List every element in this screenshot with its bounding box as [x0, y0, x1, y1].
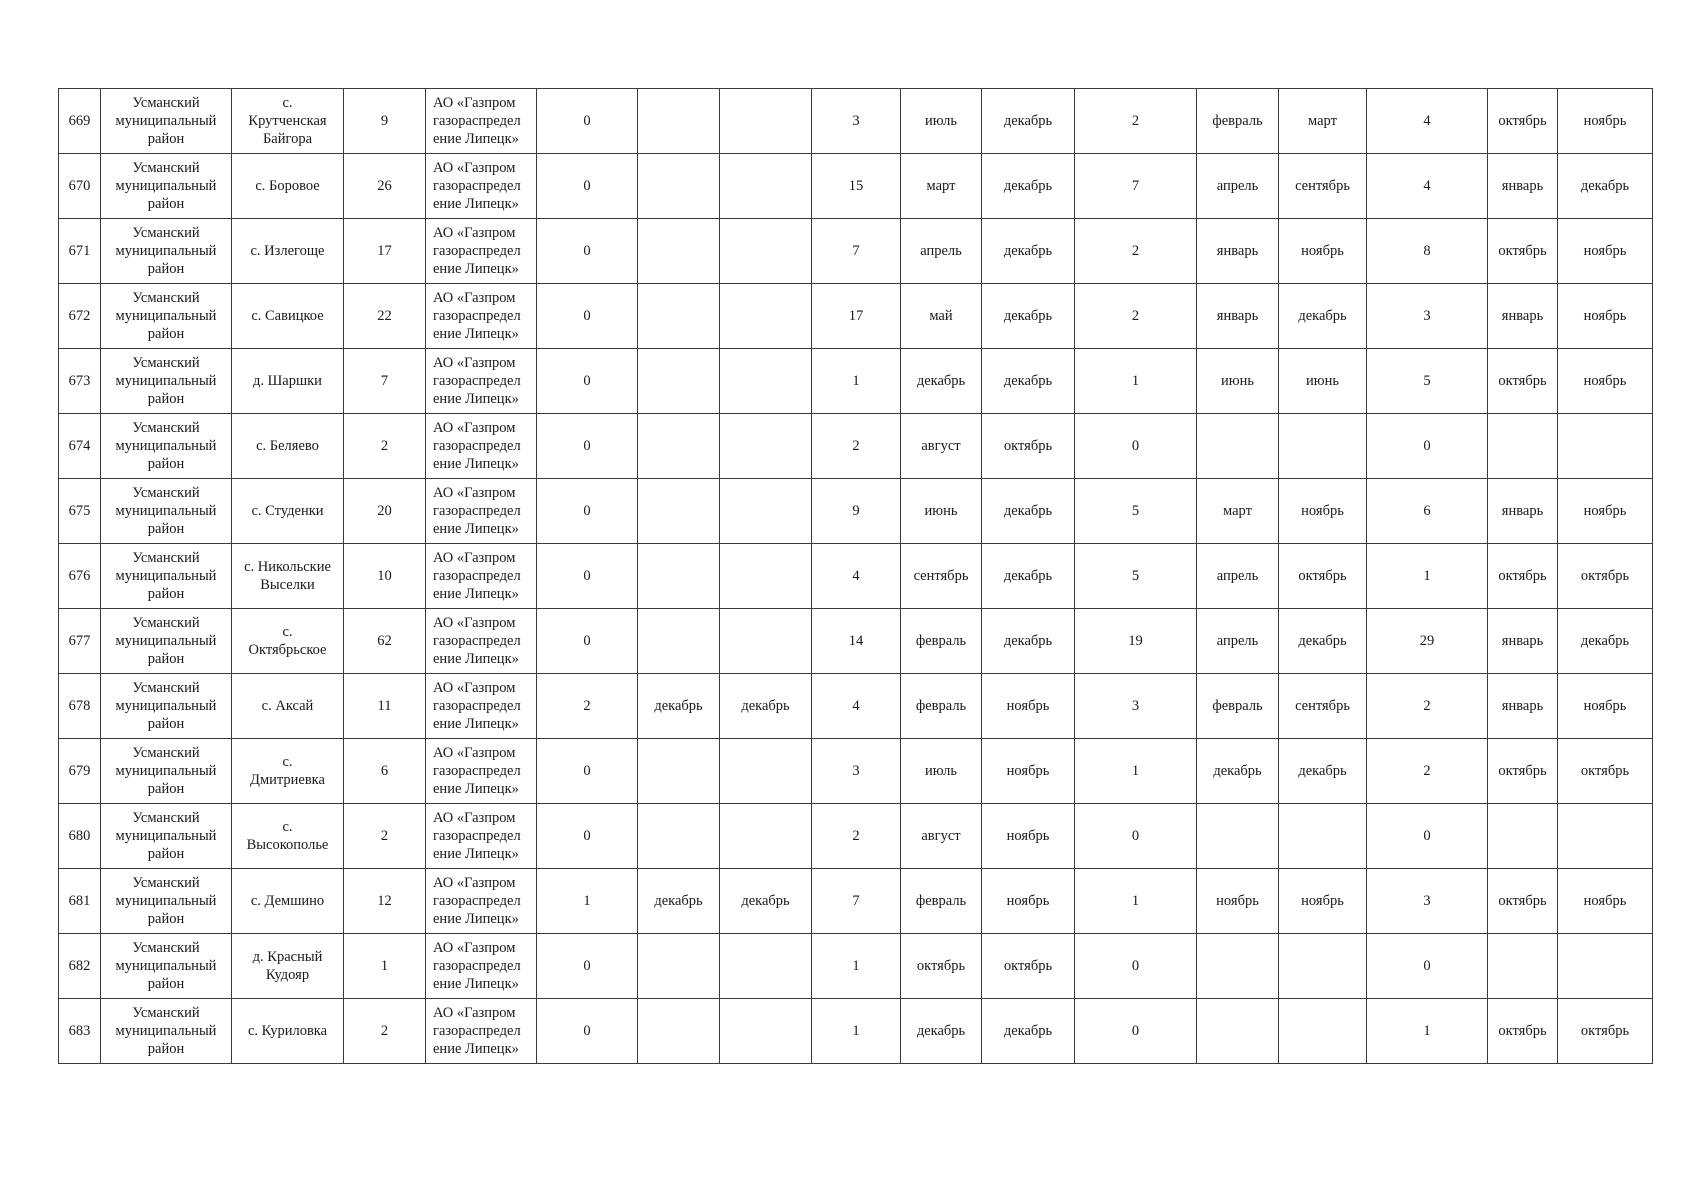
- stage4-count-cell: 2: [1367, 674, 1488, 739]
- stage1-start-month-cell: [638, 349, 720, 414]
- total-count-cell: 9: [344, 89, 426, 154]
- stage2-count-cell: 15: [812, 154, 901, 219]
- stage1-end-month-cell: [720, 479, 812, 544]
- stage2-end-month-cell: декабрь: [982, 999, 1075, 1064]
- stage2-count-cell: 9: [812, 479, 901, 544]
- stage3-end-month-cell: декабрь: [1279, 609, 1367, 674]
- stage3-start-month-cell: декабрь: [1197, 739, 1279, 804]
- stage3-start-month-cell: март: [1197, 479, 1279, 544]
- settlement-cell: д. Шаршки: [232, 349, 344, 414]
- stage2-start-month-cell: сентябрь: [901, 544, 982, 609]
- stage2-start-month-cell: март: [901, 154, 982, 219]
- stage2-count-cell: 14: [812, 609, 901, 674]
- district-cell: Усманский муниципальный район: [101, 609, 232, 674]
- stage1-count-cell: 0: [537, 349, 638, 414]
- stage1-end-month-cell: [720, 284, 812, 349]
- table-row: [59, 414, 1653, 479]
- stage3-count-cell: 3: [1075, 674, 1197, 739]
- stage1-count-cell: 0: [537, 609, 638, 674]
- stage3-end-month-cell: [1279, 414, 1367, 479]
- district-cell: Усманский муниципальный район: [101, 349, 232, 414]
- stage1-count-cell: 0: [537, 479, 638, 544]
- stage2-start-month-cell: декабрь: [901, 349, 982, 414]
- district-cell: Усманский муниципальный район: [101, 934, 232, 999]
- stage2-end-month-cell: декабрь: [982, 349, 1075, 414]
- stage3-start-month-cell: февраль: [1197, 89, 1279, 154]
- row-number-cell: 678: [59, 674, 101, 739]
- stage2-end-month-cell: декабрь: [982, 89, 1075, 154]
- stage3-start-month-cell: [1197, 804, 1279, 869]
- total-count-cell: 26: [344, 154, 426, 219]
- stage1-end-month-cell: [720, 414, 812, 479]
- stage2-end-month-cell: ноябрь: [982, 869, 1075, 934]
- stage2-end-month-cell: декабрь: [982, 154, 1075, 219]
- stage1-count-cell: 0: [537, 804, 638, 869]
- stage1-start-month-cell: декабрь: [638, 869, 720, 934]
- stage3-count-cell: 0: [1075, 934, 1197, 999]
- gasification-schedule-table: [58, 88, 1653, 1064]
- district-cell: Усманский муниципальный район: [101, 674, 232, 739]
- stage1-count-cell: 0: [537, 284, 638, 349]
- stage2-start-month-cell: июль: [901, 89, 982, 154]
- settlement-cell: с. Демшино: [232, 869, 344, 934]
- table-row: [59, 869, 1653, 934]
- stage4-start-month-cell: октябрь: [1488, 544, 1558, 609]
- settlement-cell: с. Излегоще: [232, 219, 344, 284]
- stage3-end-month-cell: ноябрь: [1279, 479, 1367, 544]
- stage4-count-cell: 1: [1367, 544, 1488, 609]
- row-number-cell: 671: [59, 219, 101, 284]
- settlement-cell: с. Крутченская Байгора: [232, 89, 344, 154]
- stage4-start-month-cell: январь: [1488, 284, 1558, 349]
- settlement-cell: с. Никольские Выселки: [232, 544, 344, 609]
- stage1-end-month-cell: декабрь: [720, 869, 812, 934]
- stage4-count-cell: 0: [1367, 804, 1488, 869]
- stage2-end-month-cell: ноябрь: [982, 804, 1075, 869]
- stage3-end-month-cell: декабрь: [1279, 284, 1367, 349]
- stage1-count-cell: 2: [537, 674, 638, 739]
- stage3-start-month-cell: [1197, 414, 1279, 479]
- district-cell: Усманский муниципальный район: [101, 89, 232, 154]
- stage3-end-month-cell: ноябрь: [1279, 869, 1367, 934]
- stage1-start-month-cell: [638, 544, 720, 609]
- stage4-end-month-cell: декабрь: [1558, 609, 1653, 674]
- settlement-cell: с. Студенки: [232, 479, 344, 544]
- stage3-end-month-cell: [1279, 999, 1367, 1064]
- stage2-end-month-cell: декабрь: [982, 609, 1075, 674]
- stage1-start-month-cell: [638, 934, 720, 999]
- stage2-count-cell: 3: [812, 739, 901, 804]
- table-row: [59, 479, 1653, 544]
- stage3-end-month-cell: [1279, 804, 1367, 869]
- stage4-end-month-cell: [1558, 804, 1653, 869]
- stage2-count-cell: 1: [812, 934, 901, 999]
- organization-cell: АО «Газпром газораспредел ение Липецк»: [426, 544, 537, 609]
- settlement-cell: с. Октябрьское: [232, 609, 344, 674]
- stage1-end-month-cell: декабрь: [720, 674, 812, 739]
- stage2-count-cell: 2: [812, 414, 901, 479]
- total-count-cell: 10: [344, 544, 426, 609]
- stage3-end-month-cell: сентябрь: [1279, 674, 1367, 739]
- stage4-count-cell: 0: [1367, 934, 1488, 999]
- row-number-cell: 682: [59, 934, 101, 999]
- district-cell: Усманский муниципальный район: [101, 544, 232, 609]
- district-cell: Усманский муниципальный район: [101, 804, 232, 869]
- stage3-end-month-cell: декабрь: [1279, 739, 1367, 804]
- total-count-cell: 6: [344, 739, 426, 804]
- stage1-start-month-cell: [638, 219, 720, 284]
- stage2-count-cell: 7: [812, 219, 901, 284]
- total-count-cell: 2: [344, 804, 426, 869]
- stage4-start-month-cell: январь: [1488, 479, 1558, 544]
- stage1-start-month-cell: [638, 284, 720, 349]
- stage4-count-cell: 2: [1367, 739, 1488, 804]
- stage2-start-month-cell: май: [901, 284, 982, 349]
- stage2-end-month-cell: декабрь: [982, 219, 1075, 284]
- stage4-start-month-cell: октябрь: [1488, 869, 1558, 934]
- row-number-cell: 673: [59, 349, 101, 414]
- stage1-count-cell: 0: [537, 934, 638, 999]
- organization-cell: АО «Газпром газораспредел ение Липецк»: [426, 89, 537, 154]
- stage2-start-month-cell: октябрь: [901, 934, 982, 999]
- stage4-count-cell: 8: [1367, 219, 1488, 284]
- stage2-count-cell: 4: [812, 544, 901, 609]
- total-count-cell: 62: [344, 609, 426, 674]
- stage3-start-month-cell: январь: [1197, 284, 1279, 349]
- settlement-cell: с. Высокополье: [232, 804, 344, 869]
- stage3-start-month-cell: апрель: [1197, 154, 1279, 219]
- stage3-end-month-cell: июнь: [1279, 349, 1367, 414]
- stage1-end-month-cell: [720, 999, 812, 1064]
- stage2-end-month-cell: ноябрь: [982, 674, 1075, 739]
- stage4-end-month-cell: октябрь: [1558, 999, 1653, 1064]
- stage1-count-cell: 0: [537, 89, 638, 154]
- stage4-start-month-cell: январь: [1488, 674, 1558, 739]
- stage1-end-month-cell: [720, 609, 812, 674]
- stage2-end-month-cell: октябрь: [982, 414, 1075, 479]
- stage4-start-month-cell: [1488, 414, 1558, 479]
- organization-cell: АО «Газпром газораспредел ение Липецк»: [426, 414, 537, 479]
- table-body: [59, 89, 1653, 1064]
- stage4-count-cell: 5: [1367, 349, 1488, 414]
- stage4-start-month-cell: январь: [1488, 609, 1558, 674]
- settlement-cell: с. Аксай: [232, 674, 344, 739]
- table-row: [59, 544, 1653, 609]
- table-row: [59, 739, 1653, 804]
- organization-cell: АО «Газпром газораспредел ение Липецк»: [426, 869, 537, 934]
- organization-cell: АО «Газпром газораспредел ение Липецк»: [426, 479, 537, 544]
- stage4-count-cell: 29: [1367, 609, 1488, 674]
- settlement-cell: с. Куриловка: [232, 999, 344, 1064]
- row-number-cell: 675: [59, 479, 101, 544]
- stage2-start-month-cell: февраль: [901, 869, 982, 934]
- settlement-cell: с. Беляево: [232, 414, 344, 479]
- table-row: [59, 284, 1653, 349]
- organization-cell: АО «Газпром газораспредел ение Липецк»: [426, 804, 537, 869]
- table-row: [59, 934, 1653, 999]
- stage4-start-month-cell: [1488, 934, 1558, 999]
- stage1-start-month-cell: [638, 414, 720, 479]
- total-count-cell: 2: [344, 999, 426, 1064]
- stage4-end-month-cell: ноябрь: [1558, 869, 1653, 934]
- settlement-cell: с. Дмитриевка: [232, 739, 344, 804]
- stage4-end-month-cell: декабрь: [1558, 154, 1653, 219]
- stage2-end-month-cell: декабрь: [982, 284, 1075, 349]
- stage3-start-month-cell: ноябрь: [1197, 869, 1279, 934]
- district-cell: Усманский муниципальный район: [101, 219, 232, 284]
- stage4-count-cell: 0: [1367, 414, 1488, 479]
- district-cell: Усманский муниципальный район: [101, 479, 232, 544]
- table-row: [59, 349, 1653, 414]
- total-count-cell: 17: [344, 219, 426, 284]
- stage4-count-cell: 1: [1367, 999, 1488, 1064]
- stage3-end-month-cell: сентябрь: [1279, 154, 1367, 219]
- settlement-cell: с. Савицкое: [232, 284, 344, 349]
- row-number-cell: 674: [59, 414, 101, 479]
- stage2-count-cell: 17: [812, 284, 901, 349]
- stage4-count-cell: 3: [1367, 869, 1488, 934]
- stage3-count-cell: 1: [1075, 739, 1197, 804]
- stage2-count-cell: 1: [812, 349, 901, 414]
- stage1-start-month-cell: [638, 154, 720, 219]
- row-number-cell: 683: [59, 999, 101, 1064]
- stage1-start-month-cell: [638, 999, 720, 1064]
- table-row: [59, 609, 1653, 674]
- stage1-start-month-cell: [638, 739, 720, 804]
- stage4-end-month-cell: [1558, 414, 1653, 479]
- district-cell: Усманский муниципальный район: [101, 999, 232, 1064]
- stage4-end-month-cell: [1558, 934, 1653, 999]
- stage1-count-cell: 1: [537, 869, 638, 934]
- row-number-cell: 680: [59, 804, 101, 869]
- stage2-start-month-cell: июль: [901, 739, 982, 804]
- stage1-count-cell: 0: [537, 999, 638, 1064]
- stage3-end-month-cell: март: [1279, 89, 1367, 154]
- stage4-end-month-cell: ноябрь: [1558, 219, 1653, 284]
- total-count-cell: 11: [344, 674, 426, 739]
- stage3-start-month-cell: апрель: [1197, 609, 1279, 674]
- stage1-start-month-cell: [638, 89, 720, 154]
- stage3-count-cell: 1: [1075, 869, 1197, 934]
- district-cell: Усманский муниципальный район: [101, 154, 232, 219]
- stage4-start-month-cell: октябрь: [1488, 89, 1558, 154]
- stage2-start-month-cell: август: [901, 804, 982, 869]
- stage4-end-month-cell: ноябрь: [1558, 674, 1653, 739]
- organization-cell: АО «Газпром газораспредел ение Липецк»: [426, 219, 537, 284]
- stage2-start-month-cell: декабрь: [901, 999, 982, 1064]
- stage3-count-cell: 0: [1075, 999, 1197, 1064]
- table-row: [59, 804, 1653, 869]
- district-cell: Усманский муниципальный район: [101, 739, 232, 804]
- stage1-start-month-cell: декабрь: [638, 674, 720, 739]
- stage3-count-cell: 2: [1075, 89, 1197, 154]
- stage3-end-month-cell: [1279, 934, 1367, 999]
- stage4-count-cell: 4: [1367, 89, 1488, 154]
- stage4-end-month-cell: октябрь: [1558, 544, 1653, 609]
- stage4-end-month-cell: ноябрь: [1558, 89, 1653, 154]
- stage2-count-cell: 2: [812, 804, 901, 869]
- stage3-count-cell: 1: [1075, 349, 1197, 414]
- stage2-start-month-cell: август: [901, 414, 982, 479]
- row-number-cell: 676: [59, 544, 101, 609]
- row-number-cell: 672: [59, 284, 101, 349]
- stage4-start-month-cell: октябрь: [1488, 739, 1558, 804]
- stage3-start-month-cell: [1197, 934, 1279, 999]
- row-number-cell: 681: [59, 869, 101, 934]
- stage1-end-month-cell: [720, 154, 812, 219]
- stage2-start-month-cell: февраль: [901, 674, 982, 739]
- total-count-cell: 2: [344, 414, 426, 479]
- stage2-end-month-cell: декабрь: [982, 544, 1075, 609]
- stage1-end-month-cell: [720, 934, 812, 999]
- district-cell: Усманский муниципальный район: [101, 869, 232, 934]
- stage4-start-month-cell: октябрь: [1488, 219, 1558, 284]
- stage4-start-month-cell: [1488, 804, 1558, 869]
- stage1-count-cell: 0: [537, 544, 638, 609]
- organization-cell: АО «Газпром газораспредел ение Липецк»: [426, 999, 537, 1064]
- total-count-cell: 1: [344, 934, 426, 999]
- total-count-cell: 22: [344, 284, 426, 349]
- organization-cell: АО «Газпром газораспредел ение Липецк»: [426, 349, 537, 414]
- stage1-end-month-cell: [720, 89, 812, 154]
- stage3-start-month-cell: февраль: [1197, 674, 1279, 739]
- stage1-count-cell: 0: [537, 414, 638, 479]
- table-row: [59, 674, 1653, 739]
- stage2-start-month-cell: апрель: [901, 219, 982, 284]
- stage2-start-month-cell: февраль: [901, 609, 982, 674]
- stage3-end-month-cell: ноябрь: [1279, 219, 1367, 284]
- stage3-start-month-cell: июнь: [1197, 349, 1279, 414]
- stage2-count-cell: 7: [812, 869, 901, 934]
- stage3-start-month-cell: январь: [1197, 219, 1279, 284]
- organization-cell: АО «Газпром газораспредел ение Липецк»: [426, 934, 537, 999]
- stage4-start-month-cell: октябрь: [1488, 349, 1558, 414]
- total-count-cell: 20: [344, 479, 426, 544]
- stage1-count-cell: 0: [537, 739, 638, 804]
- stage4-count-cell: 3: [1367, 284, 1488, 349]
- stage4-count-cell: 4: [1367, 154, 1488, 219]
- district-cell: Усманский муниципальный район: [101, 284, 232, 349]
- stage1-end-month-cell: [720, 349, 812, 414]
- stage1-end-month-cell: [720, 219, 812, 284]
- organization-cell: АО «Газпром газораспредел ение Липецк»: [426, 674, 537, 739]
- stage3-count-cell: 5: [1075, 479, 1197, 544]
- table-row: [59, 219, 1653, 284]
- stage2-count-cell: 1: [812, 999, 901, 1064]
- stage3-start-month-cell: [1197, 999, 1279, 1064]
- stage2-end-month-cell: декабрь: [982, 479, 1075, 544]
- stage2-start-month-cell: июнь: [901, 479, 982, 544]
- total-count-cell: 12: [344, 869, 426, 934]
- organization-cell: АО «Газпром газораспредел ение Липецк»: [426, 609, 537, 674]
- table-row: [59, 999, 1653, 1064]
- organization-cell: АО «Газпром газораспредел ение Липецк»: [426, 284, 537, 349]
- stage3-count-cell: 2: [1075, 284, 1197, 349]
- stage4-end-month-cell: ноябрь: [1558, 479, 1653, 544]
- settlement-cell: с. Боровое: [232, 154, 344, 219]
- stage4-start-month-cell: октябрь: [1488, 999, 1558, 1064]
- stage2-end-month-cell: ноябрь: [982, 739, 1075, 804]
- stage1-end-month-cell: [720, 739, 812, 804]
- organization-cell: АО «Газпром газораспредел ение Липецк»: [426, 154, 537, 219]
- row-number-cell: 669: [59, 89, 101, 154]
- stage1-end-month-cell: [720, 804, 812, 869]
- stage3-count-cell: 2: [1075, 219, 1197, 284]
- stage1-start-month-cell: [638, 479, 720, 544]
- stage3-count-cell: 0: [1075, 804, 1197, 869]
- stage2-count-cell: 3: [812, 89, 901, 154]
- stage1-start-month-cell: [638, 609, 720, 674]
- stage3-count-cell: 7: [1075, 154, 1197, 219]
- stage4-count-cell: 6: [1367, 479, 1488, 544]
- settlement-cell: д. Красный Кудояр: [232, 934, 344, 999]
- table-row: [59, 89, 1653, 154]
- stage4-end-month-cell: ноябрь: [1558, 349, 1653, 414]
- stage4-start-month-cell: январь: [1488, 154, 1558, 219]
- row-number-cell: 679: [59, 739, 101, 804]
- stage3-end-month-cell: октябрь: [1279, 544, 1367, 609]
- stage2-count-cell: 4: [812, 674, 901, 739]
- stage4-end-month-cell: октябрь: [1558, 739, 1653, 804]
- stage3-count-cell: 19: [1075, 609, 1197, 674]
- stage3-start-month-cell: апрель: [1197, 544, 1279, 609]
- stage1-start-month-cell: [638, 804, 720, 869]
- stage2-end-month-cell: октябрь: [982, 934, 1075, 999]
- district-cell: Усманский муниципальный район: [101, 414, 232, 479]
- row-number-cell: 677: [59, 609, 101, 674]
- stage1-count-cell: 0: [537, 219, 638, 284]
- table-row: [59, 154, 1653, 219]
- total-count-cell: 7: [344, 349, 426, 414]
- stage1-end-month-cell: [720, 544, 812, 609]
- stage3-count-cell: 0: [1075, 414, 1197, 479]
- row-number-cell: 670: [59, 154, 101, 219]
- stage3-count-cell: 5: [1075, 544, 1197, 609]
- stage1-count-cell: 0: [537, 154, 638, 219]
- stage4-end-month-cell: ноябрь: [1558, 284, 1653, 349]
- organization-cell: АО «Газпром газораспредел ение Липецк»: [426, 739, 537, 804]
